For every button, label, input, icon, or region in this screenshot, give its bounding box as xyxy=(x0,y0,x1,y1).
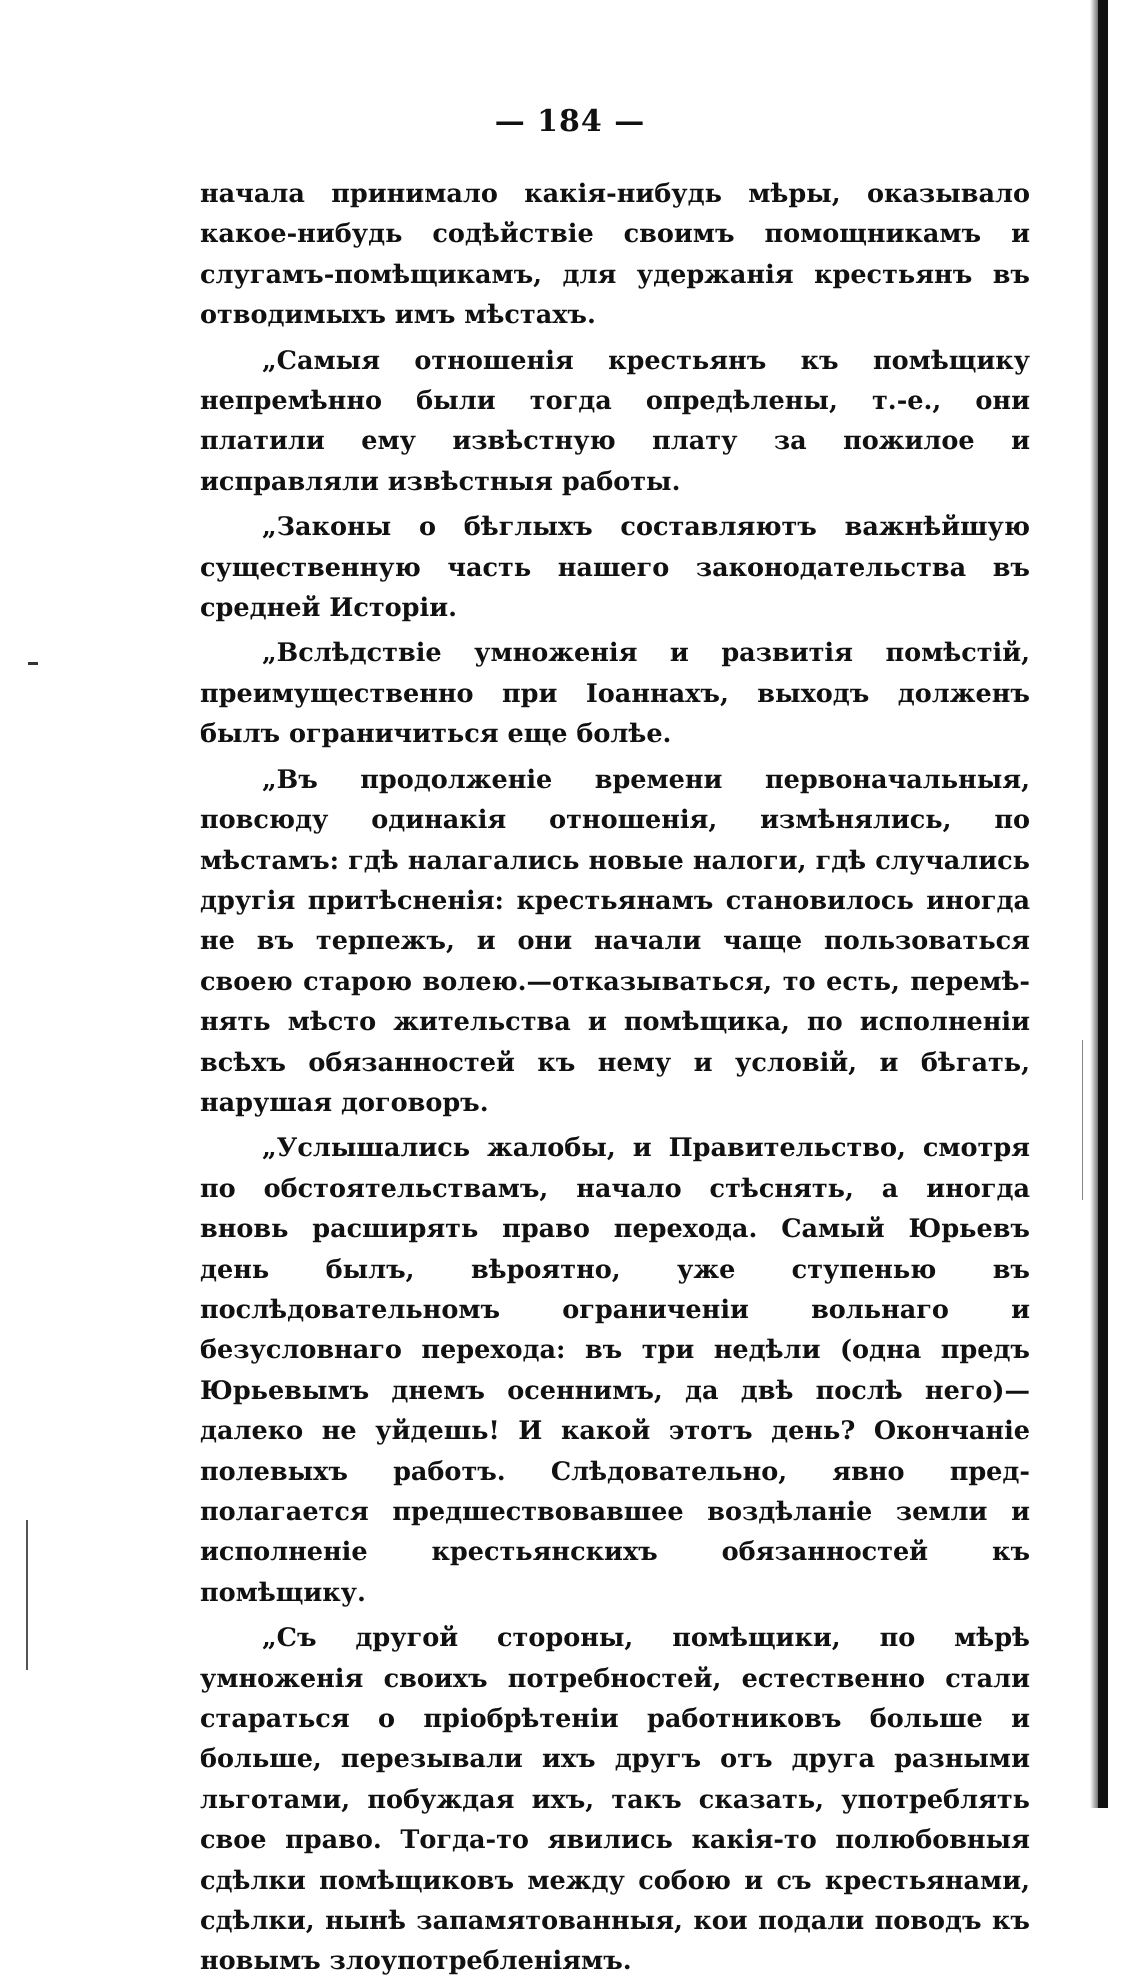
paragraph-4: „Вслѣдствіе умноженія и развитія помѣстій, преимущественно при Іоаннахъ, выходъ долженъ былъ ограничиться еще болѣе. xyxy=(200,638,1030,750)
scan-artifact-line xyxy=(1082,1040,1083,1200)
page-edge-binding xyxy=(1098,0,1108,1808)
paragraph-3: „Законы о бѣглыхъ составляютъ важнѣйшую существенную часть нашего законодательства въ средней Исторіи. xyxy=(200,512,1030,624)
paragraph-2: „Самыя отношенія крестьянъ къ помѣщику непремѣнно были тогда опредѣлены, т.-е., они платили ему извѣстную плату за пожилое и исправляли извѣстныя работы. xyxy=(200,345,1030,497)
scan-artifact-left xyxy=(26,1520,28,1670)
paragraph-1: начала принимало какія-нибудь мѣры, оказывало какое-нибудь содѣйствіе своимъ помощникамъ и слугамъ-помѣщикамъ, для удержанія крестьянъ въ отводимыхъ имъ мѣстахъ. xyxy=(200,179,1030,331)
scan-artifact-dash xyxy=(28,662,38,665)
page-edge-shadow xyxy=(1090,0,1098,1808)
paragraph-7: „Съ другой стороны, помѣщики, по мѣрѣ умноженія своихъ потребностей, естественно стали стараться о пріобрѣтеніи работниковъ больше и больше, перезывали ихъ другъ отъ друга разными льготами, побуждая ихъ, такъ сказать, употреблять свое право. Тогда-то явились какія-то полюбовныя сдѣлки помѣщиковъ между собою и съ крестьянами, сдѣлки, нынѣ запамятованныя, кои подали поводъ къ новымъ злоупотребленіямъ. xyxy=(200,1623,1030,1977)
body-text xyxy=(200,174,1030,1987)
paragraph-5: „Въ продолженіе времени первоначальныя, повсюду одинакія отношенія, измѣнялись, по мѣстамъ: гдѣ налагались новые налоги, гдѣ случались другія притѣсненія: крестьянамъ становилось иногда не въ терпежъ, и они начали чаще пользоваться своею старою волею.—отказываться, то есть, перемѣнять мѣсто жительства и помѣщика, по исполненіи всѣхъ обязанностей къ нему и условій, и бѣгать, нарушая договоръ. xyxy=(200,764,1030,1118)
page-number: — 184 — xyxy=(494,104,646,139)
paragraph-6: „Услышались жалобы, и Правительство, смотря по обстоятельствамъ, начало стѣснять, а иногда вновь расширять право перехода. Самый Юрьевъ день былъ, вѣроятно, уже ступенью въ послѣдовательномъ ограниченіи вольнаго и безусловнаго перехода: въ три недѣли (одна предъ Юрьевымъ днемъ осеннимъ, да двѣ послѣ него)—далеко не уйдешь! И какой этотъ день? Окончаніе полевыхъ работъ. Слѣдовательно, явно предполагается предшествовавшее воздѣланіе земли и исполненіе крестьянскихъ обязанностей къ помѣщику. xyxy=(200,1133,1030,1608)
